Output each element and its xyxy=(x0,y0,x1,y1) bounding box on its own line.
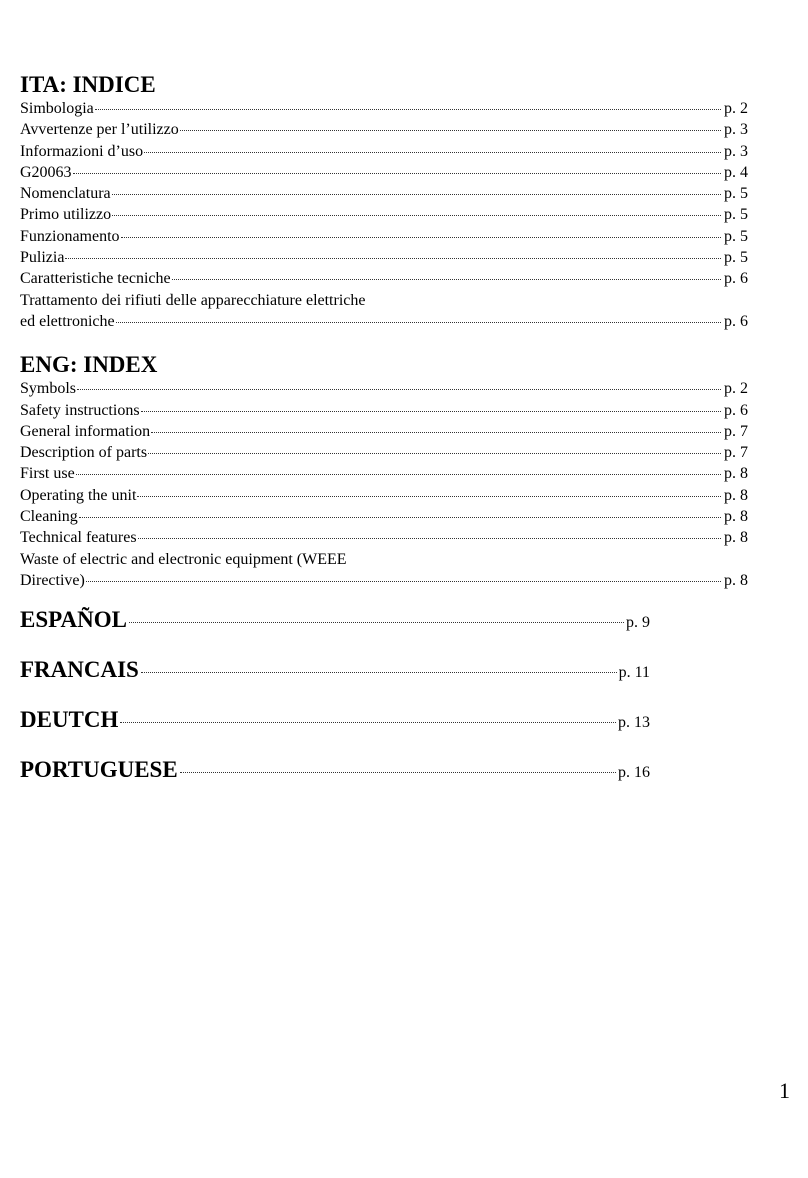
toc-entry-page: p. 3 xyxy=(724,121,748,139)
toc-entry-label: Cleaning xyxy=(20,508,78,526)
toc-entry-label: Technical features xyxy=(20,529,137,547)
dot-leader xyxy=(180,771,616,773)
toc-entry-page: p. 4 xyxy=(724,163,748,181)
toc-entry-label: Simbologia xyxy=(20,100,94,117)
language-label: FRANCAIS xyxy=(20,657,139,683)
dot-leader xyxy=(116,321,721,323)
toc-entry xyxy=(20,141,748,162)
language-label: PORTUGUESE xyxy=(20,757,178,783)
toc-entry-page: p. 6 xyxy=(724,312,748,330)
toc-entry-page: p. 5 xyxy=(724,249,748,267)
toc-entry-page: p. 7 xyxy=(724,422,748,440)
dot-leader xyxy=(148,452,721,454)
dot-leader xyxy=(95,108,721,110)
dot-leader xyxy=(180,129,721,131)
language-page: p. 16 xyxy=(618,764,650,782)
toc-entry-label: G20063 xyxy=(20,163,72,181)
toc-entry xyxy=(20,268,748,289)
toc-list-eng xyxy=(20,378,748,591)
dot-leader xyxy=(129,621,624,623)
language-label: DEUTCH xyxy=(20,707,119,733)
toc-entry-page: p. 5 xyxy=(724,227,748,245)
toc-entry-page: p. 2 xyxy=(724,380,748,398)
toc-entry xyxy=(20,162,748,183)
toc-entry-label: Symbols xyxy=(20,380,77,398)
toc-entry-label: Primo utilizzo xyxy=(20,206,112,224)
dot-leader xyxy=(121,236,721,238)
dot-leader xyxy=(73,172,721,174)
toc-entry-page: p. 8 xyxy=(724,465,748,483)
toc-entry xyxy=(20,247,748,268)
dot-leader xyxy=(144,151,721,153)
toc-entry xyxy=(20,506,748,527)
toc-entry xyxy=(20,549,748,592)
language-entry xyxy=(20,759,650,809)
toc-entry xyxy=(20,527,748,548)
dot-leader xyxy=(112,214,721,216)
toc-entry-label: Avvertenze per l’utilizzo xyxy=(20,121,179,139)
toc-entry xyxy=(20,183,748,204)
toc-entry xyxy=(20,485,748,506)
dot-leader xyxy=(172,278,721,280)
toc-entry-page: p. 8 xyxy=(724,571,748,589)
toc-list-ita xyxy=(20,98,748,332)
toc-entry-label: First use xyxy=(20,465,75,483)
language-page: p. 11 xyxy=(618,664,650,682)
dot-leader xyxy=(120,721,616,723)
toc-entry-label: Directive) xyxy=(20,571,85,589)
language-page: p. 13 xyxy=(618,714,650,732)
toc-entry-label: Safety instructions xyxy=(20,401,140,419)
toc-entry-page: p. 8 xyxy=(724,529,748,547)
page-number: 1 xyxy=(779,1078,790,1103)
language-label: ESPAÑOL xyxy=(20,607,127,633)
dot-leader xyxy=(76,473,721,475)
toc-entry xyxy=(20,442,748,463)
toc-entry-page: p. 8 xyxy=(724,508,748,526)
dot-leader xyxy=(141,671,617,673)
dot-leader xyxy=(112,193,721,195)
toc-entry-page: p. 7 xyxy=(724,444,748,462)
toc-entry-label: ed elettroniche xyxy=(20,312,115,330)
section-title-eng: ENG: INDEX xyxy=(20,352,158,378)
toc-entry xyxy=(20,378,748,399)
toc-entry-label: Caratteristiche tecniche xyxy=(20,270,171,288)
toc-entry-page: p. 8 xyxy=(724,486,748,504)
toc-entry-page: p. 5 xyxy=(724,206,748,224)
dot-leader xyxy=(137,495,721,497)
dot-leader xyxy=(79,516,721,518)
toc-entry-page: p. 2 xyxy=(724,100,748,117)
toc-entry-page: p. 6 xyxy=(724,270,748,288)
language-page: p. 9 xyxy=(626,614,650,632)
toc-entry-label: Pulizia xyxy=(20,249,65,267)
toc-entry-label: General information xyxy=(20,422,151,440)
section-title-ita: ITA: INDICE xyxy=(20,72,156,97)
toc-entry xyxy=(20,290,748,333)
toc-entry-label: Informazioni d’uso xyxy=(20,142,144,160)
toc-entry xyxy=(20,204,748,225)
dot-leader xyxy=(138,537,721,539)
language-entry xyxy=(20,609,650,659)
dot-leader xyxy=(151,431,721,433)
toc-entry xyxy=(20,400,748,421)
toc-entry-page: p. 5 xyxy=(724,185,748,203)
language-list xyxy=(20,609,650,809)
toc-entry xyxy=(20,226,748,247)
toc-entry-label-line1: Waste of electric and electronic equipment (WEEE xyxy=(20,550,347,568)
toc-entry-label-line1: Trattamento dei rifiuti delle apparecchiature elettriche xyxy=(20,291,366,309)
toc-entry xyxy=(20,463,748,484)
toc-entry xyxy=(20,98,748,119)
toc-entry-label: Nomenclatura xyxy=(20,185,111,203)
toc-entry-page: p. 6 xyxy=(724,401,748,419)
toc-entry-label: Funzionamento xyxy=(20,227,120,245)
language-entry xyxy=(20,659,650,709)
dot-leader xyxy=(65,257,721,259)
toc-entry xyxy=(20,119,748,140)
dot-leader xyxy=(86,580,721,582)
toc-entry-label: Operating the unit xyxy=(20,486,137,504)
dot-leader xyxy=(141,410,721,412)
language-entry xyxy=(20,709,650,759)
toc-entry-label: Description of parts xyxy=(20,444,148,462)
dot-leader xyxy=(77,388,721,390)
toc-entry xyxy=(20,421,748,442)
toc-entry-page: p. 3 xyxy=(724,142,748,160)
table-of-contents xyxy=(20,72,748,809)
